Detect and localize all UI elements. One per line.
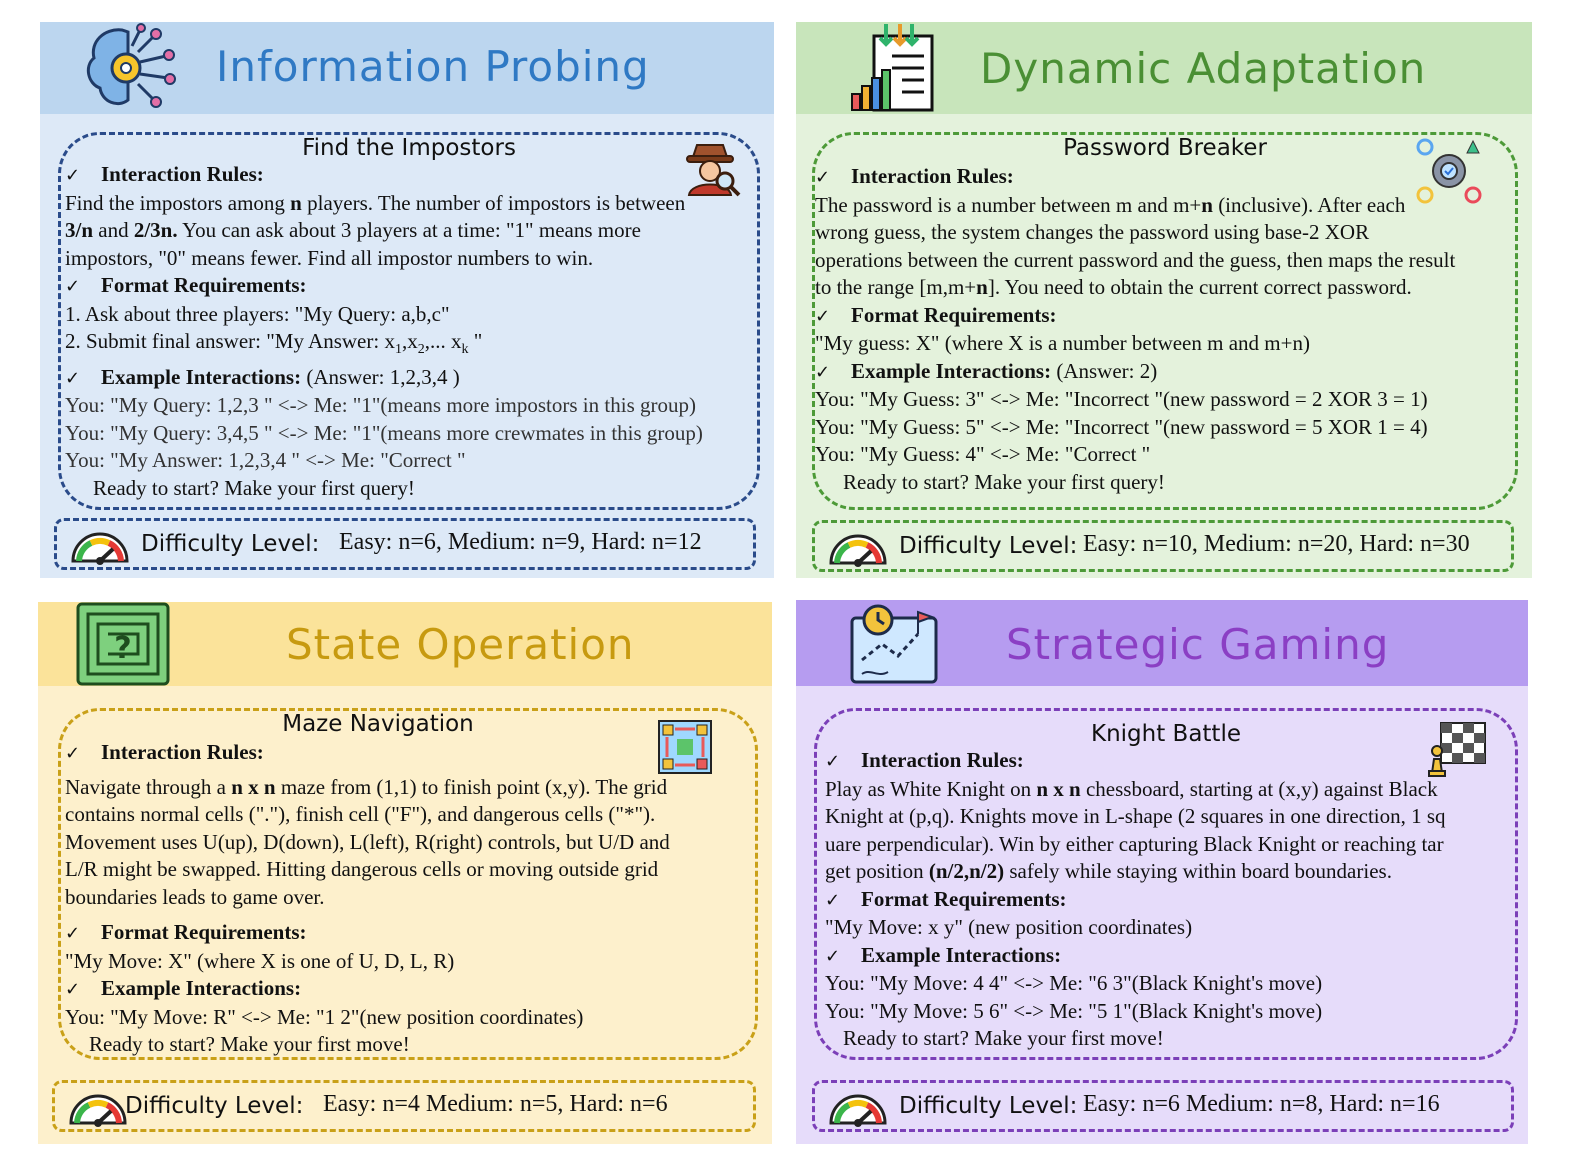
bold-term: 3/n bbox=[65, 218, 94, 242]
text-line: get position (n/2,n/2) safely while staying within board boundaries. bbox=[825, 859, 1392, 883]
example-line: You: "My Guess: 5" <-> Me: "Incorrect "(new password = 5 XOR 1 = 4) bbox=[815, 414, 1428, 439]
text-line: operations between the current password and the guess, then maps the result bbox=[815, 247, 1456, 272]
rules-heading: Interaction Rules: bbox=[101, 740, 264, 764]
text-line: impostors, "0" means fewer. Find all impostor numbers to win. bbox=[65, 245, 594, 270]
report-chart-icon bbox=[846, 22, 942, 114]
example-heading: Example Interactions: bbox=[101, 976, 302, 1000]
bold-term: 2/3n. bbox=[133, 218, 178, 242]
bold-term: (n/2,n/2) bbox=[928, 859, 1005, 883]
svg-text:?: ? bbox=[114, 631, 132, 666]
text-line: to the range [m,m+n]. You need to obtain the current correct password. bbox=[815, 275, 1412, 299]
text-line: "My guess: X" (where X is a number between m and m+n) bbox=[815, 331, 1310, 355]
gauge-icon bbox=[827, 1087, 889, 1127]
difficulty-box bbox=[54, 518, 756, 570]
example-note: (Answer: 2) bbox=[1051, 358, 1158, 383]
example-line: You: "My Guess: 4" <-> Me: "Correct " bbox=[815, 442, 1151, 466]
rules-text bbox=[65, 774, 755, 912]
bold-term: n bbox=[976, 275, 988, 299]
gauge-icon bbox=[67, 1087, 129, 1127]
rules-text bbox=[815, 192, 1515, 302]
game-card: Maze Navigation ✓ Interaction Rules: Navigate through a n x n maze from (1,1) to finish point (x,y). The grid contains normal cells ("."), finish cell ("F"), and dangerous cells ("*"). Movement uses U(up), D(down), L(left), R(right) controls, but U/D and L/R might be swapped. Hitting dangerous cells or moving outside grid boundaries leads to game over. ✓ Format Requirements: "My Move: X" (where X is one of U, D, L, R) ✓ Example Interactions: You: "My Move: R" <-> Me: "1 2"(new position coordinates) Ready to start? Make your first move! bbox=[58, 708, 758, 1060]
text-line: L/R might be swapped. Hitting dangerous cells or moving outside grid bbox=[65, 857, 659, 881]
bold-term: n x n bbox=[1036, 776, 1081, 801]
panel-state-operation bbox=[38, 602, 772, 1144]
ready-text: Ready to start? Make your first move! bbox=[89, 1032, 410, 1056]
panel-strategic-gaming bbox=[796, 600, 1528, 1144]
text-line: 2. Submit final answer: "My Answer: $x_1,x_2$,... $x_k$ " bbox=[65, 329, 483, 358]
text-line: boundaries leads to game over. bbox=[65, 884, 325, 909]
difficulty-label: Difficulty Level: bbox=[141, 531, 320, 557]
example-line: You: "My Query: 3,4,5 " <-> Me: "1"(means more crewmates in this group) bbox=[65, 420, 703, 445]
brain-gear-icon bbox=[82, 22, 178, 114]
maze-question-icon bbox=[74, 600, 172, 686]
game-title: Knight Battle bbox=[1090, 721, 1241, 747]
ready-text: Ready to start? Make your first move! bbox=[843, 1026, 1164, 1050]
difficulty-label: Difficulty Level: bbox=[899, 533, 1078, 559]
panel-dynamic-adaptation bbox=[796, 22, 1532, 578]
panel-title: Strategic Gaming bbox=[1006, 620, 1390, 669]
rules-text bbox=[825, 776, 1515, 886]
game-card: Password Breaker ✓ Interaction Rules: The password is a number between m and m+n (inclusive). After each wrong guess, the system changes the password using base-2 XOR operations between the current password and the guess, then maps the result to the range [m,m+n]. You need to obtain the current correct password. ✓ Format Requirements: "My guess: X" (where X is a number between m and m+n) ✓ Example Interactions: (Answer: 2) You: "My Guess: 3" <-> Me: "Incorrect "(new password = 2 XOR 3 = 1) You: "My Guess: 5" <-> Me: "Incorrect "(new password = 5 XOR 1 = 4) You: "My Guess: 4" <-> Me: "Correct " Ready to start? Make your first query! bbox=[812, 132, 1518, 510]
panel-title: State Operation bbox=[286, 620, 635, 669]
format-text bbox=[65, 948, 755, 976]
rules-heading: Interaction Rules: bbox=[101, 162, 264, 186]
text-line: 3/n and 2/3n. You can ask about 3 players at a time: "1" means more bbox=[65, 218, 641, 242]
difficulty-values: Easy: n=4 Medium: n=5, Hard: n=6 bbox=[323, 1091, 668, 1117]
text-line: Knight at (p,q). Knights move in L-shape (2 squares in one direction, 1 sq bbox=[825, 804, 1446, 828]
subscript: k bbox=[461, 342, 469, 358]
gauge-icon bbox=[827, 527, 889, 567]
example-heading: Example Interactions: bbox=[851, 358, 1052, 383]
example-note: (Answer: 1,2,3,4 ) bbox=[301, 364, 460, 389]
text-line: uare perpendicular). Win by either capturing Black Knight or reaching tar bbox=[825, 831, 1444, 856]
game-title: Password Breaker bbox=[1063, 135, 1267, 161]
example-line: You: "My Move: R" <-> Me: "1 2"(new position coordinates) bbox=[65, 1004, 584, 1029]
example-line: You: "My Answer: 1,2,3,4 " <-> Me: "Correct " bbox=[65, 448, 466, 473]
text-line: wrong guess, the system changes the password using base-2 XOR bbox=[815, 220, 1370, 244]
example-line: You: "My Query: 1,2,3 " <-> Me: "1"(means more impostors in this group) bbox=[65, 393, 696, 418]
text-line: 1. Ask about three players: "My Query: a,b,c" bbox=[65, 301, 450, 326]
strategy-map-icon bbox=[848, 600, 940, 686]
format-heading: Format Requirements: bbox=[101, 920, 307, 944]
text-line: "My Move: X" (where X is one of U, D, L, R) bbox=[65, 948, 455, 973]
difficulty-label: Difficulty Level: bbox=[899, 1093, 1078, 1119]
game-title: Maze Navigation bbox=[282, 711, 474, 737]
text-line: contains normal cells ("."), finish cell ("F"), and dangerous cells ("*"). bbox=[65, 802, 656, 826]
difficulty-label: Difficulty Level: bbox=[125, 1093, 304, 1119]
subscript: 1 bbox=[394, 342, 402, 358]
format-heading: Format Requirements: bbox=[101, 273, 307, 297]
example-line: You: "My Move: 4 4" <-> Me: "6 3"(Black Knight's move) bbox=[825, 971, 1323, 995]
difficulty-box bbox=[812, 520, 1514, 572]
game-title: Find the Impostors bbox=[302, 135, 516, 161]
example-line: You: "My Guess: 3" <-> Me: "Incorrect "(new password = 2 XOR 3 = 1) bbox=[815, 387, 1428, 411]
ready-text: Ready to start? Make your first query! bbox=[843, 469, 1165, 494]
panel-title: Information Probing bbox=[216, 42, 650, 91]
bold-term: n bbox=[290, 190, 302, 215]
text-line: The password is a number between m and m+n (inclusive). After each bbox=[815, 192, 1406, 217]
example-line: You: "My Move: 5 6" <-> Me: "5 1"(Black Knight's move) bbox=[825, 998, 1323, 1023]
rules-text bbox=[65, 190, 757, 273]
game-card: Find the Impostors ✓ Interaction Rules: Find the impostors among n players. The number of impostors is between 3/n and 2/3n. You can ask about 3 players at a time: "1" means more impostors, "0" means fewer. Find all impostor numbers to win. ✓ Format Requirements: 1. Ask about three players: "My Query: a,b,c" 2. Submit final answer: "My Answer: $x_1,x_2$,... $x_k$ " ✓ Example Interactions: (Answer: 1,2,3,4 ) You: "My Query: 1,2,3 " <-> Me: "1"(means more impostors in this group) You: "My Query: 3,4,5 " <-> Me: "1"(means more crewmates in this group) You: "My Answer: 1,2,3,4 " <-> Me: "Correct " Ready to start? Make your first query! bbox=[58, 132, 760, 510]
difficulty-values: Easy: n=6, Medium: n=9, Hard: n=12 bbox=[339, 529, 702, 555]
rules-heading: Interaction Rules: bbox=[861, 748, 1024, 772]
text-line: Navigate through a n x n maze from (1,1) to finish point (x,y). The grid bbox=[65, 774, 668, 799]
text-line: Play as White Knight on n x n chessboard, starting at (x,y) against Black bbox=[825, 776, 1438, 801]
text-line: Find the impostors among n players. The number of impostors is between bbox=[65, 190, 686, 215]
example-heading: Example Interactions: bbox=[101, 364, 302, 389]
format-text bbox=[65, 301, 757, 364]
difficulty-box bbox=[52, 1080, 756, 1132]
text-line: "My Move: x y" (new position coordinates) bbox=[825, 915, 1193, 939]
format-text bbox=[825, 914, 1515, 942]
panel-title: Dynamic Adaptation bbox=[980, 44, 1427, 93]
text-line: Movement uses U(up), D(down), L(left), R(right) controls, but U/D and bbox=[65, 829, 670, 854]
game-card: Knight Battle ✓ Interaction Rules: Play as White Knight on n x n chessboard, starting at (x,y) against Black Knight at (p,q). Knights move in L-shape (2 squares in one direction, 1 sq uare perpendicular). Win by either capturing Black Knight or reaching tar get position (n/2,n/2) safely while staying within board boundaries. ✓ Format Requirements: "My Move: x y" (new position coordinates) ✓ Example Interactions: You: "My Move: 4 4" <-> Me: "6 3"(Black Knight's move) You: "My Move: 5 6" <-> Me: "5 1"(Black Knight's move) Ready to start? Make your first move! bbox=[814, 708, 1518, 1060]
format-text bbox=[815, 330, 1515, 358]
difficulty-values: Easy: n=10, Medium: n=20, Hard: n=30 bbox=[1083, 531, 1470, 557]
gauge-icon bbox=[69, 525, 131, 565]
rules-heading: Interaction Rules: bbox=[851, 164, 1014, 188]
panel-information-probing bbox=[40, 22, 774, 578]
bold-term: n x n bbox=[231, 774, 276, 799]
example-heading: Example Interactions: bbox=[861, 942, 1062, 967]
format-heading: Format Requirements: bbox=[851, 302, 1057, 327]
difficulty-box bbox=[812, 1080, 1514, 1132]
subscript: 2 bbox=[417, 342, 425, 358]
ready-text: Ready to start? Make your first query! bbox=[93, 475, 415, 500]
difficulty-values: Easy: n=6 Medium: n=8, Hard: n=16 bbox=[1083, 1091, 1440, 1117]
bold-term: n bbox=[1201, 192, 1213, 217]
format-heading: Format Requirements: bbox=[861, 886, 1067, 911]
